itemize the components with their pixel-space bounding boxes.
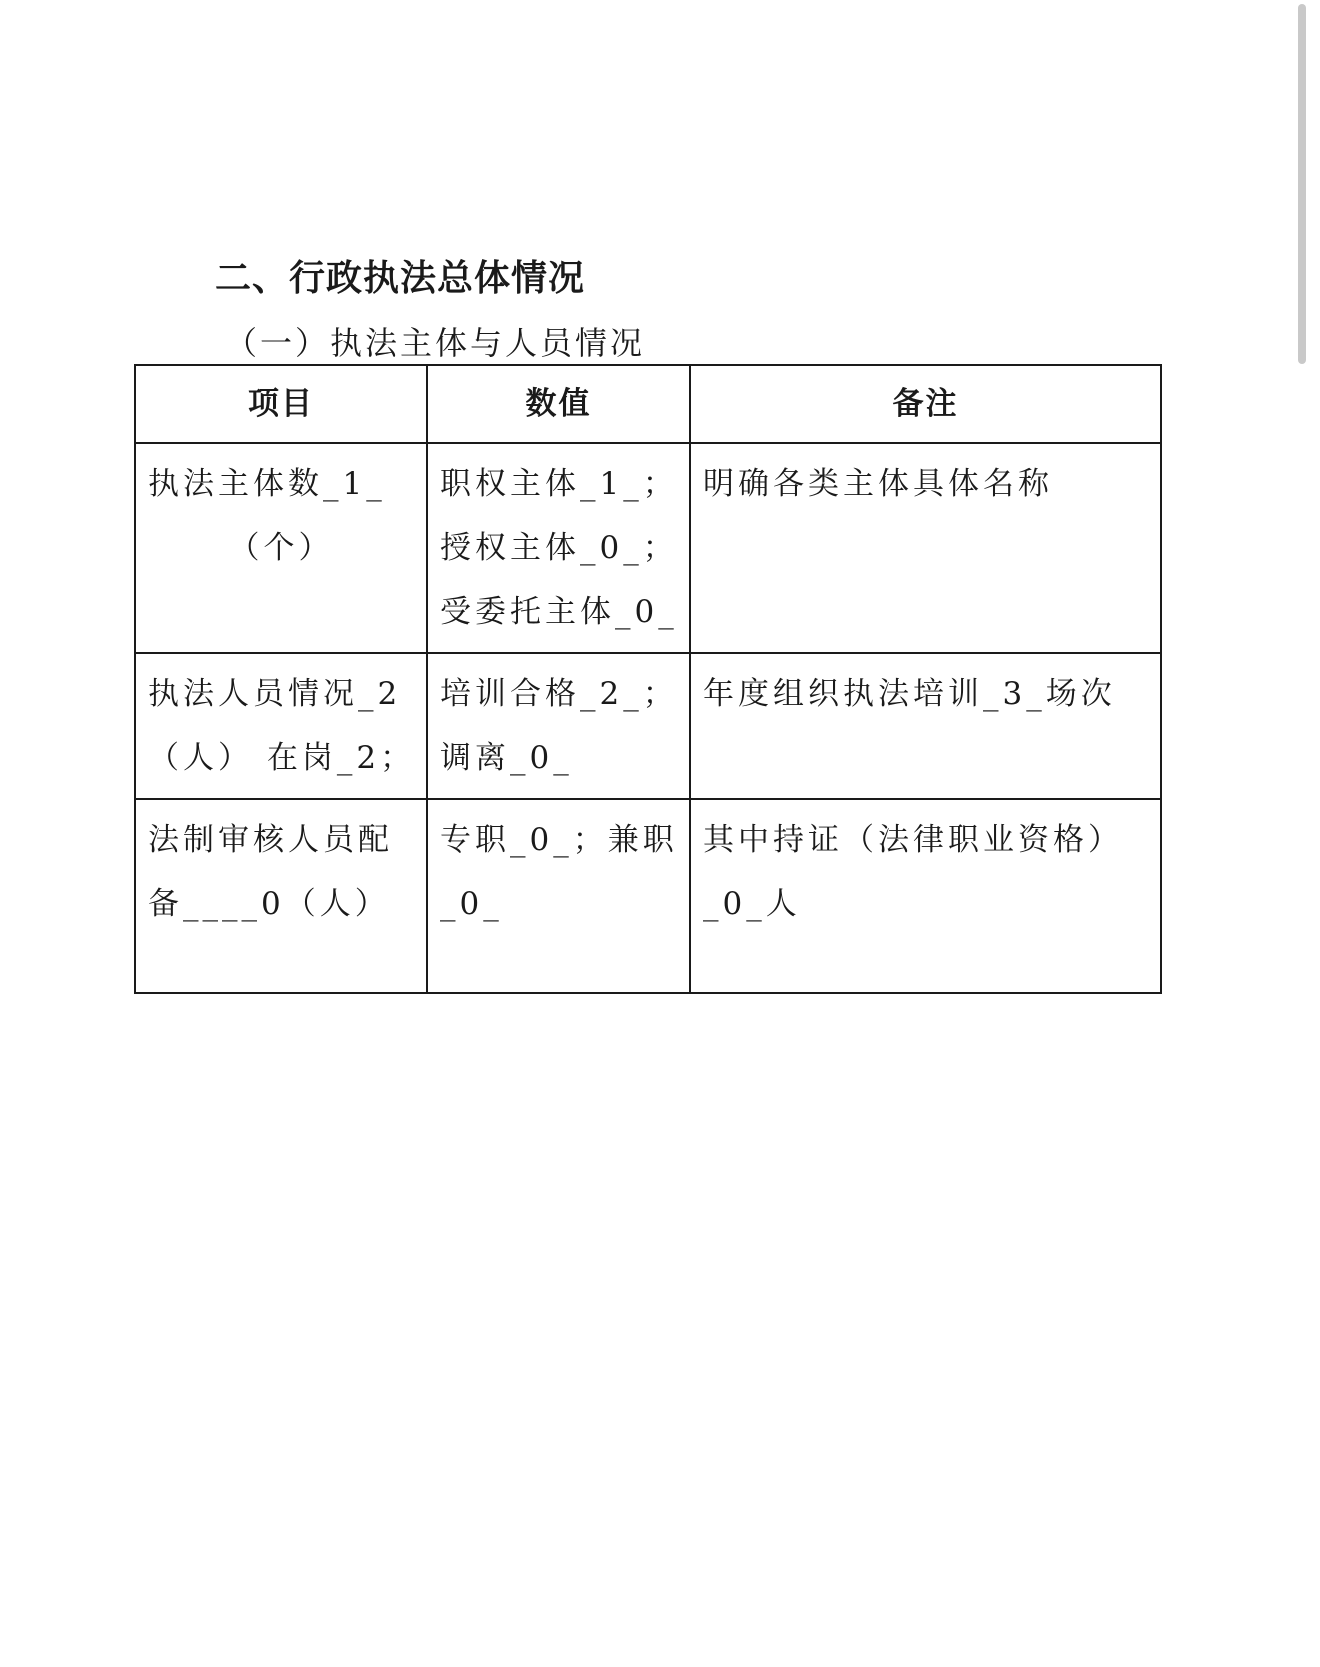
cell-item: [135, 799, 427, 993]
cell-line: 明确各类主体具体名称: [703, 466, 1053, 502]
cell-note: [690, 653, 1161, 799]
cell-line: 年度组织执法培训_3_场次: [703, 676, 1116, 712]
cell-note: [690, 799, 1161, 993]
cell-line: 执法人员情况_2: [148, 676, 402, 712]
cell-line: 培训合格_2_；: [440, 676, 678, 712]
enforcement-table: [134, 364, 1162, 994]
table-header-row: [135, 365, 1161, 443]
scrollbar[interactable]: [1298, 0, 1306, 1667]
scrollbar-thumb[interactable]: [1298, 4, 1306, 364]
cell-line: 专职_0_；兼职: [440, 822, 678, 858]
cell-line: 职权主体_1_；: [440, 466, 678, 502]
cell-line: _0_人: [703, 886, 801, 922]
cell-line: 授权主体_0_；: [440, 530, 678, 566]
cell-item: [135, 653, 427, 799]
cell-line: 执法主体数_1_: [148, 466, 386, 502]
table-row: [135, 653, 1161, 799]
cell-value: [427, 443, 690, 653]
header-item: 项目: [135, 365, 427, 443]
cell-value: [427, 799, 690, 993]
header-value: 数值: [427, 365, 690, 443]
cell-line: 法制审核人员配: [148, 822, 393, 858]
cell-line: 备____0（人）: [148, 886, 390, 922]
cell-value: [427, 653, 690, 799]
cell-line: 调离_0_: [440, 740, 573, 776]
cell-line: （个）: [228, 530, 334, 566]
cell-line: （人） 在岗_2；: [148, 740, 416, 776]
cell-line: 受委托主体_0_: [440, 594, 678, 630]
subsection-title: （一）执法主体与人员情况: [225, 324, 646, 362]
cell-line: _0_: [440, 886, 503, 922]
cell-item: [135, 443, 427, 653]
cell-note: [690, 443, 1161, 653]
table-row: [135, 799, 1161, 993]
table-row: [135, 443, 1161, 653]
section-title: 二、行政执法总体情况: [215, 258, 586, 299]
cell-line: 其中持证（法律职业资格）: [703, 822, 1123, 858]
header-note: 备注: [690, 365, 1161, 443]
